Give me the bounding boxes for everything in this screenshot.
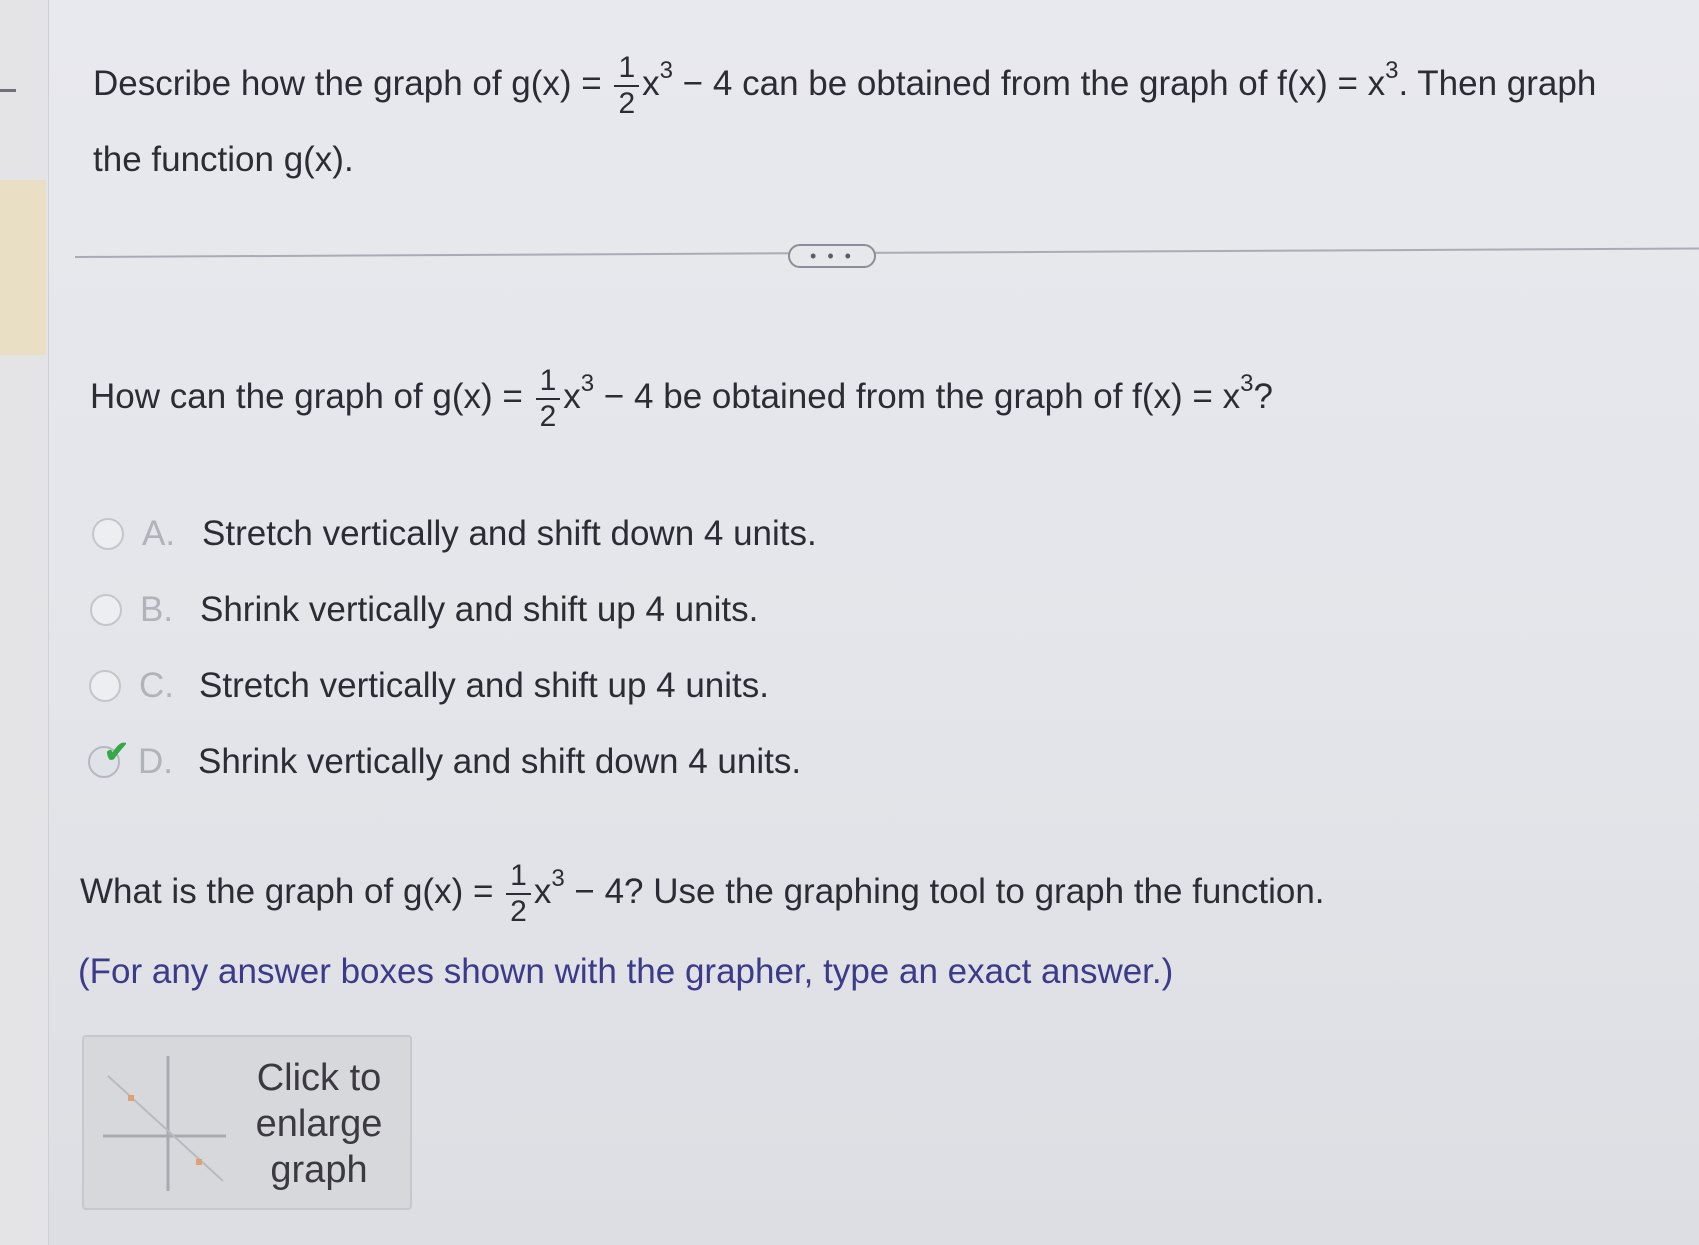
fraction-one-half: $\frac{1}{2}$	[614, 52, 639, 119]
graph-thumbnail-icon	[98, 1051, 228, 1196]
part1-question: How can the graph of g(x) = $\frac{1}{2}$ $x^3 - 4$ be obtained from the graph of $f(x) = x^3$?	[90, 364, 1273, 433]
option-a[interactable]: A. Stretch vertically and shift down 4 units.	[92, 514, 817, 554]
part2-question: What is the graph of g(x) = $\frac{1}{2}$ $x^3 - 4$? Use the graphing tool to graph the function.	[80, 859, 1325, 928]
question-line-1: Describe how the graph of g(x) = $\frac{1}{2}$ $x^3 - 4$ can be obtained from the graph of $f(x) = x^3$. Then graph	[93, 51, 1597, 120]
radio-button[interactable]	[89, 670, 121, 702]
left-dash-marker	[0, 89, 16, 92]
option-d-text: Shrink vertically and shift down 4 units.	[198, 742, 802, 781]
question-middle: − 4 can be obtained from the graph of f(x) = x	[682, 63, 1386, 103]
option-c-text: Stretch vertically and shift up 4 units.	[199, 666, 769, 705]
option-b[interactable]: B. Shrink vertically and shift up 4 units.	[90, 590, 758, 630]
option-b-text: Shrink vertically and shift up 4 units.	[200, 590, 759, 629]
radio-button-selected[interactable]	[88, 736, 130, 778]
expand-more-button[interactable]: • • •	[788, 244, 876, 268]
option-a-text: Stretch vertically and shift down 4 units.	[202, 514, 817, 553]
radio-button[interactable]	[90, 594, 122, 626]
option-d[interactable]: ✔ D. Shrink vertically and shift down 4 units.	[88, 742, 801, 782]
fraction-one-half: $\frac{1}{2}$	[536, 365, 561, 432]
fraction-one-half: $\frac{1}{2}$	[506, 860, 531, 927]
question-line-2: the function g(x).	[93, 140, 354, 179]
radio-button[interactable]	[92, 518, 124, 550]
option-c[interactable]: C. Stretch vertically and shift up 4 units.	[89, 666, 769, 706]
question-prefix: Describe how the graph of g(x) =	[93, 63, 602, 103]
section-divider	[75, 247, 1699, 258]
left-highlight-bar	[0, 180, 46, 355]
grapher-instruction-note: (For any answer boxes shown with the grapher, type an exact answer.)	[78, 952, 1174, 991]
correct-check-icon: ✔	[104, 736, 130, 769]
question-suffix: . Then graph	[1398, 63, 1597, 103]
enlarge-graph-label: Click to enlarge graph	[255, 1057, 383, 1191]
enlarge-graph-button[interactable]	[82, 1035, 412, 1210]
